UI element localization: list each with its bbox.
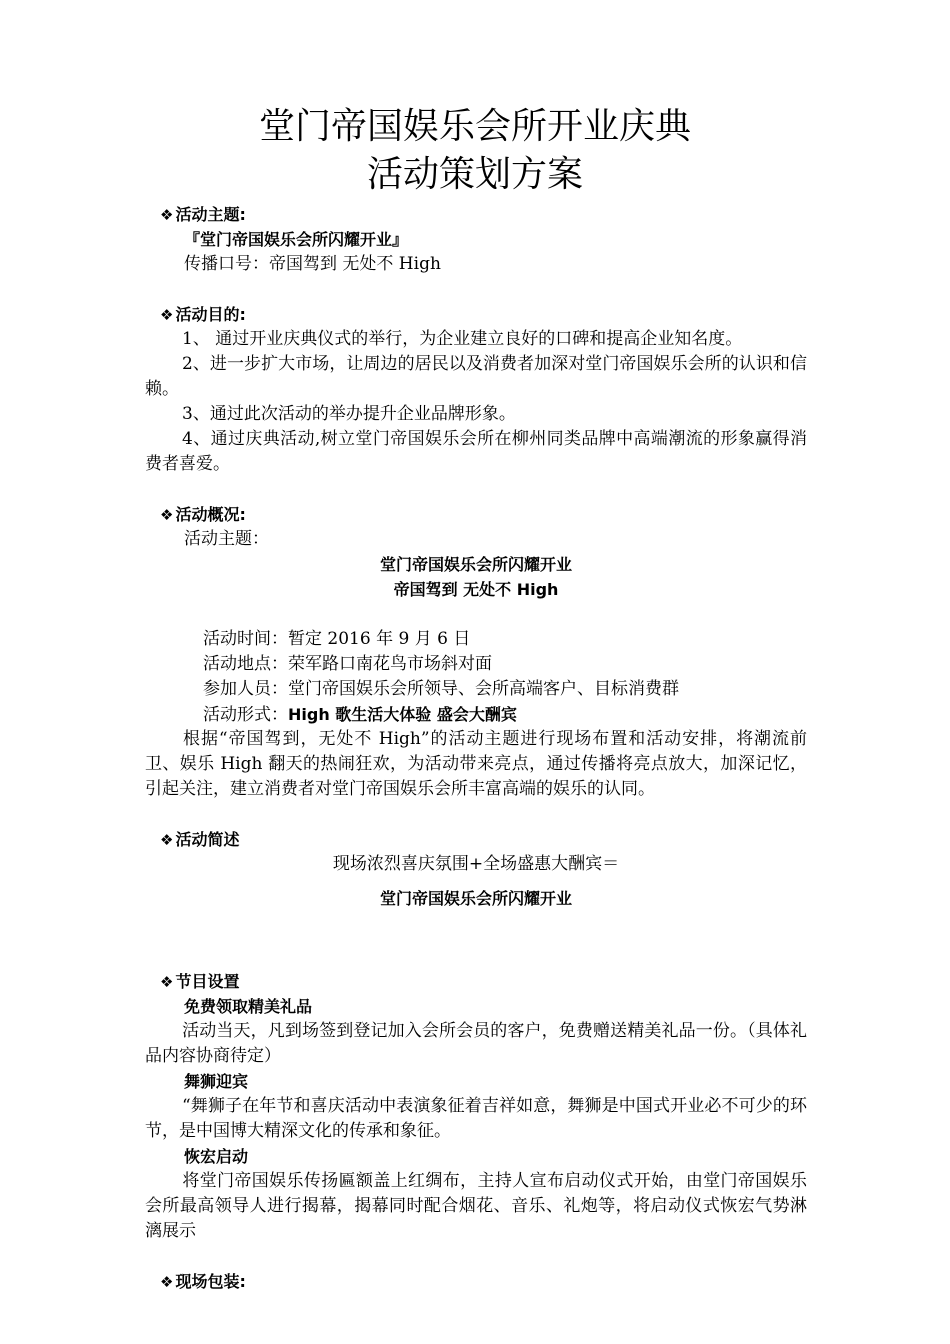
- section-heading-purpose: [160, 302, 246, 328]
- overview-description: 根据“帝国驾到，无处不 High”的活动主题进行现场布置和活动安排，将潮流前卫、娱乐 High 翻天的热闹狂欢，为活动带来亮点，通过传播将亮点放大，加深记忆，引起关注，建立消费者对堂门帝国娱乐会所丰富高端的娱乐的认同。: [145, 729, 807, 799]
- diamond-bullet-icon: ❖: [160, 206, 174, 224]
- diamond-bullet-icon: ❖: [160, 831, 174, 849]
- document-title: 堂门帝国娱乐会所开业庆典: [258, 106, 691, 147]
- overview-place: 活动地点：荣军路口南花鸟市场斜对面: [203, 654, 492, 674]
- program-gift-desc: 活动当天，凡到场签到登记加入会所会员的客户，免费赠送精美礼品一份。（具体礼品内容协商待定）: [145, 1021, 807, 1066]
- diamond-bullet-icon: ❖: [160, 1273, 174, 1291]
- overview-time: 活动时间：暂定 2016 年 9 月 6 日: [203, 629, 471, 649]
- document-subtitle: 活动策划方案: [366, 154, 583, 195]
- form-value: High 歌生活大体验 盛会大酬宾: [288, 705, 517, 724]
- diamond-bullet-icon: ❖: [160, 973, 174, 991]
- heading-text: 活动目的:: [175, 305, 246, 324]
- section-heading-program: [160, 969, 239, 995]
- heading-text: 活动简述: [175, 830, 240, 849]
- heading-text: 节目设置: [175, 972, 240, 991]
- brief-formula: 现场浓烈喜庆氛围+全场盛惠大酬宾＝: [332, 854, 620, 874]
- overview-theme-line1: 堂门帝国娱乐会所闪耀开业: [379, 555, 572, 574]
- purpose-item-2: 2、进一步扩大市场，让周边的居民以及消费者加深对堂门帝国娱乐会所的认识和信赖。: [145, 354, 807, 399]
- diamond-bullet-icon: ❖: [160, 306, 174, 324]
- program-launch-title: 恢宏启动: [184, 1147, 249, 1166]
- program-lion-desc: “舞狮子在年节和喜庆活动中表演象征着吉祥如意，舞狮是中国式开业必不可少的环节，是中国博大精深文化的传承和象征。: [145, 1096, 807, 1141]
- brief-result: 堂门帝国娱乐会所闪耀开业: [379, 889, 572, 908]
- theme-name: 『堂门帝国娱乐会所闪耀开业』: [184, 230, 409, 249]
- purpose-item-1: 1、 通过开业庆典仪式的举行，为企业建立良好的口碑和提高企业知名度。: [182, 329, 743, 349]
- heading-text: 活动概况:: [175, 505, 246, 524]
- section-heading-overview: [160, 502, 246, 528]
- overview-form: [203, 702, 517, 728]
- heading-text: 现场包装:: [175, 1272, 246, 1291]
- overview-theme-line2: 帝国驾到 无处不 High: [393, 580, 559, 599]
- section-heading-packaging: [160, 1269, 246, 1295]
- diamond-bullet-icon: ❖: [160, 506, 174, 524]
- theme-slogan: 传播口号：帝国驾到 无处不 High: [184, 254, 441, 274]
- heading-text: 活动主题:: [175, 205, 246, 224]
- purpose-item-4: 4、通过庆典活动,树立堂门帝国娱乐会所在柳州同类品牌中高端潮流的形象赢得消费者喜爱。: [145, 429, 807, 474]
- section-heading-brief: [160, 827, 239, 853]
- overview-theme-label: 活动主题：: [184, 529, 269, 549]
- purpose-item-3: 3、通过此次活动的举办提升企业品牌形象。: [182, 404, 516, 424]
- overview-people: 参加人员：堂门帝国娱乐会所领导、会所高端客户、目标消费群: [203, 679, 679, 699]
- program-launch-desc: 将堂门帝国娱乐传扬匾额盖上红绸布，主持人宣布启动仪式开始，由堂门帝国娱乐会所最高领导人进行揭幕，揭幕同时配合烟花、音乐、礼炮等，将启动仪式恢宏气势淋漓展示: [145, 1171, 807, 1241]
- section-heading-theme: [160, 202, 246, 228]
- program-lion-title: 舞狮迎宾: [184, 1072, 249, 1091]
- form-label: 活动形式：: [203, 705, 288, 725]
- program-gift-title: 免费领取精美礼品: [184, 997, 313, 1016]
